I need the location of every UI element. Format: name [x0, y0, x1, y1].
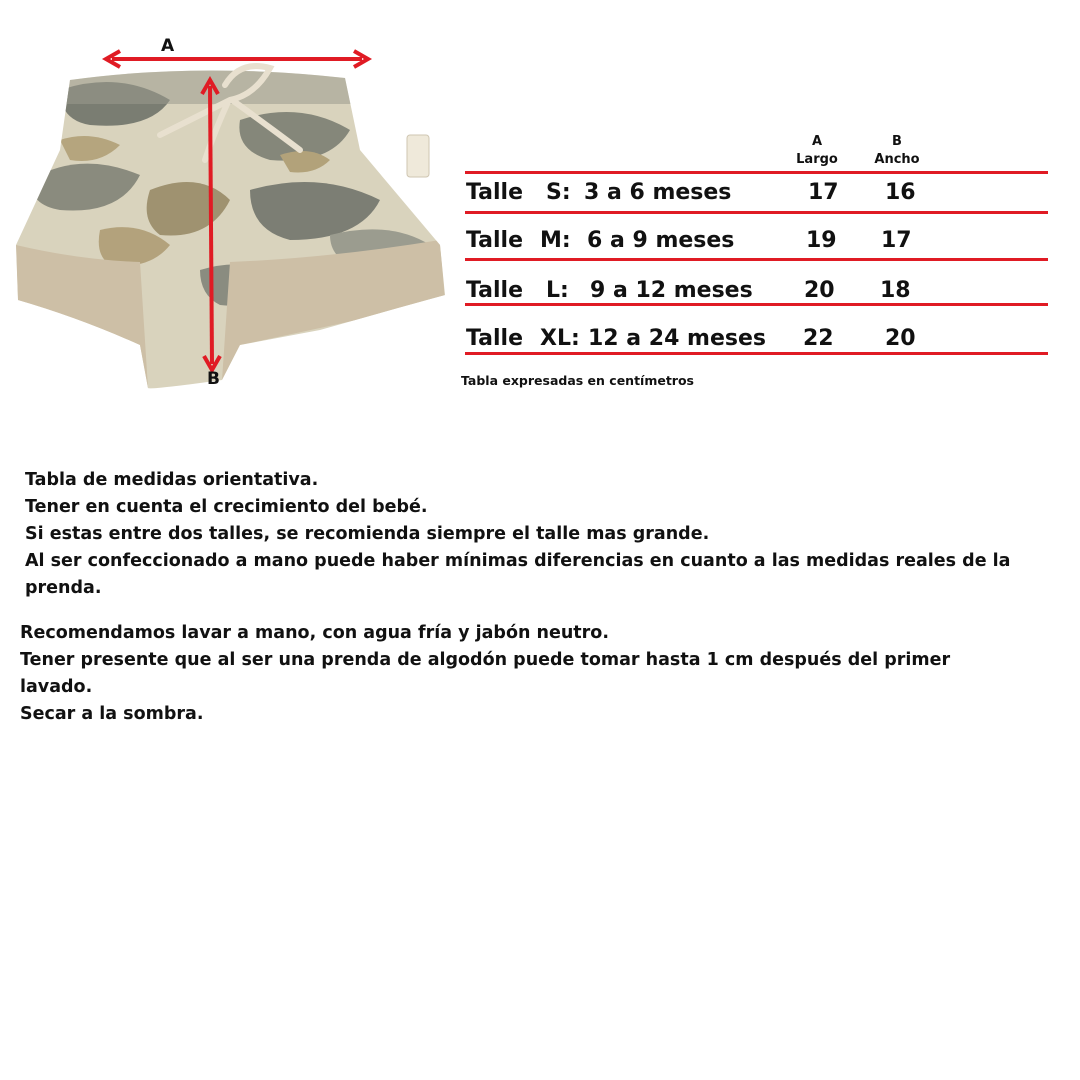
table-divider — [465, 211, 1048, 214]
largo-value: 22 — [803, 326, 834, 351]
size-label: XL: — [540, 326, 580, 351]
size-label: L: — [546, 278, 569, 303]
age-range: 6 a 9 meses — [587, 228, 735, 253]
column-header-largo — [795, 133, 839, 169]
table-divider — [465, 258, 1048, 261]
info-line: Al ser confeccionado a mano puede haber mínimas diferencias en cuanto a las medidas reales de la prenda. — [25, 551, 1011, 598]
talle-label: Talle — [466, 278, 524, 303]
column-letter: A — [811, 134, 823, 149]
size-label: S: — [546, 180, 571, 205]
column-letter: B — [892, 134, 902, 149]
info-line: Tener en cuenta el crecimiento del bebé. — [25, 497, 428, 517]
table-units-note: Tabla expresadas en centímetros — [461, 373, 694, 388]
talle-label: Talle — [466, 228, 524, 253]
table-divider — [465, 171, 1048, 174]
table-divider — [465, 303, 1048, 306]
largo-value: 17 — [808, 180, 839, 205]
dimension-a-label: A — [161, 36, 175, 56]
care-line: Secar a la sombra. — [20, 704, 204, 724]
ancho-value: 20 — [885, 326, 916, 351]
ancho-value: 16 — [885, 180, 916, 205]
largo-value: 19 — [806, 228, 837, 253]
care-line: Recomendamos lavar a mano, con agua fría y jabón neutro. — [20, 623, 609, 643]
info-line: Tabla de medidas orientativa. — [25, 470, 319, 490]
sizing-info — [25, 467, 1035, 602]
care-line: Tener presente que al ser una prenda de algodón puede tomar hasta 1 cm después del primer lavado. — [20, 650, 951, 697]
age-range: 3 a 6 meses — [584, 180, 732, 205]
dimension-b-label: B — [207, 369, 220, 389]
table-divider — [465, 352, 1048, 355]
camo-shorts-image — [0, 0, 460, 400]
column-name: Ancho — [874, 152, 920, 167]
column-header-ancho — [870, 133, 924, 169]
size-label: M: — [540, 228, 571, 253]
age-range: 9 a 12 meses — [590, 278, 753, 303]
largo-value: 20 — [804, 278, 835, 303]
ancho-value: 17 — [881, 228, 912, 253]
talle-label: Talle — [466, 180, 524, 205]
column-name: Largo — [796, 152, 838, 167]
age-range: 12 a 24 meses — [588, 326, 767, 351]
talle-label: Talle — [466, 326, 524, 351]
care-instructions — [20, 620, 980, 728]
info-line: Si estas entre dos talles, se recomienda siempre el talle mas grande. — [25, 524, 710, 544]
product-figure — [0, 0, 460, 400]
ancho-value: 18 — [880, 278, 911, 303]
